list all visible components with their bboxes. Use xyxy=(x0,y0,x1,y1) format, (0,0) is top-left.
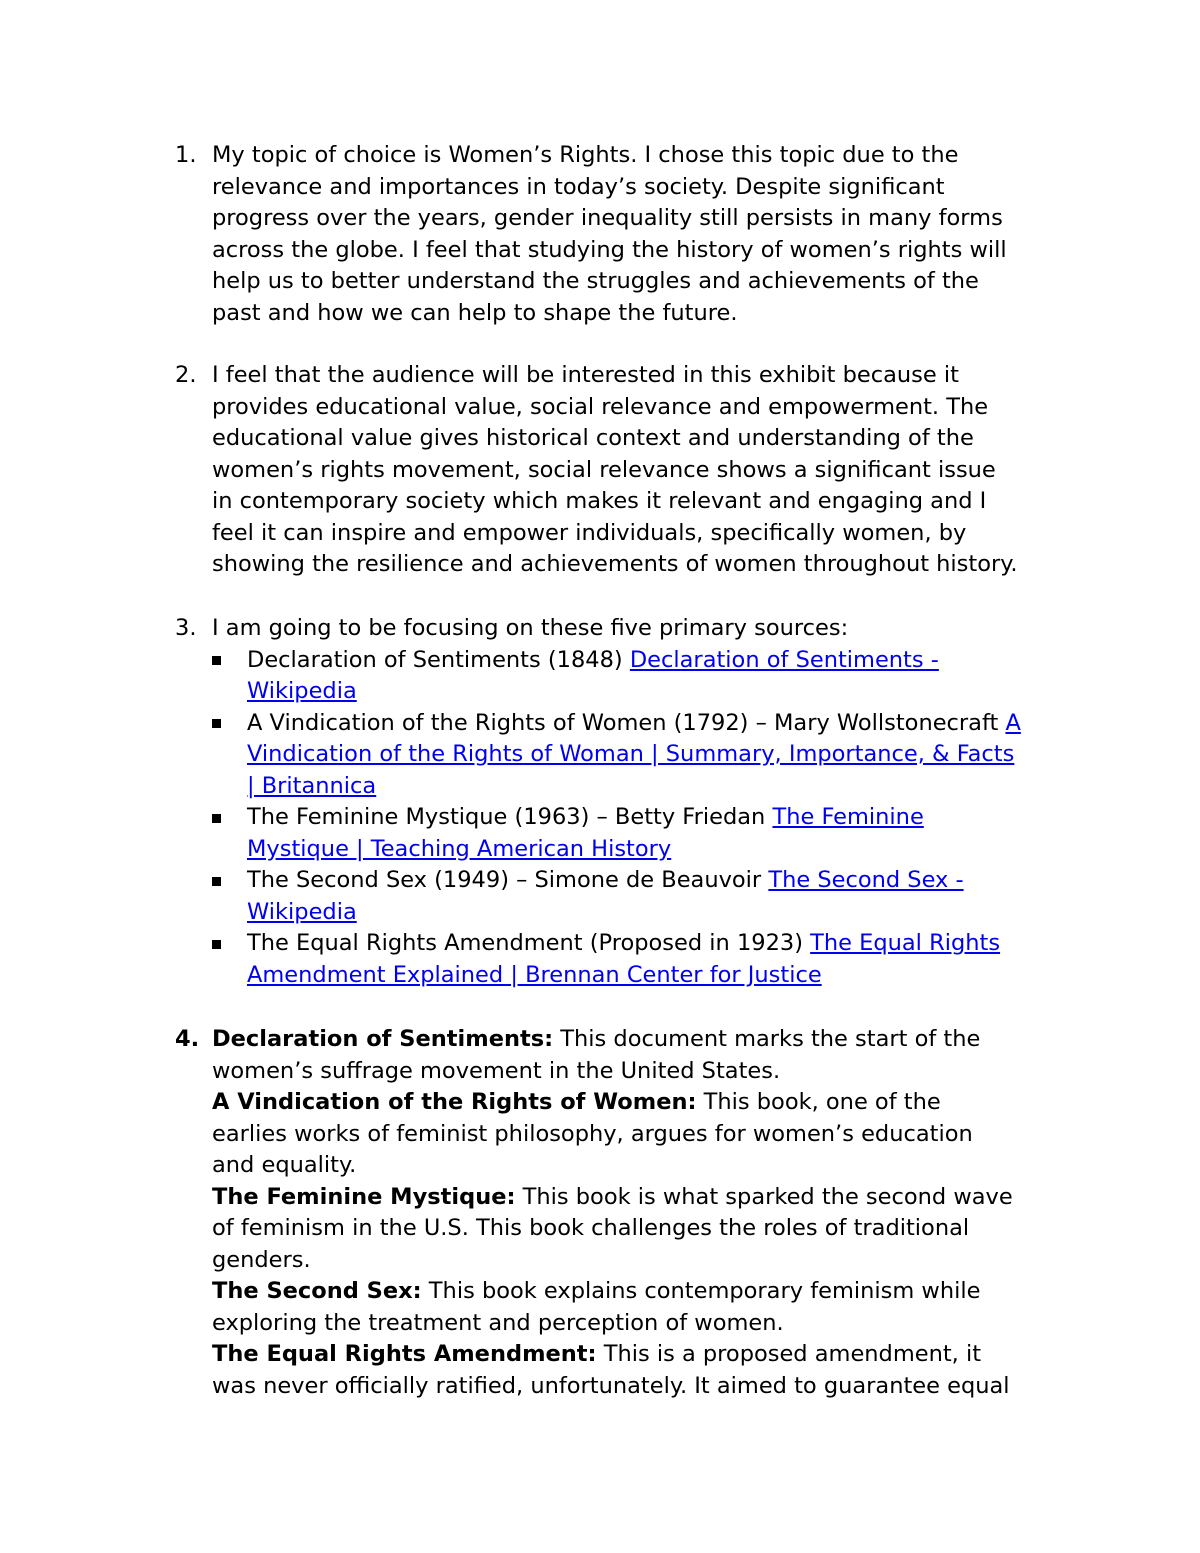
paragraph-line: I feel that the audience will be interested in this exhibit because it xyxy=(212,362,959,388)
square-bullet-icon xyxy=(212,877,221,886)
list-number: 3. xyxy=(175,615,197,641)
source-link[interactable]: Wikipedia xyxy=(247,898,357,925)
source-link[interactable]: The Equal Rights xyxy=(810,930,1001,956)
source-line xyxy=(247,897,357,929)
list-number: 1. xyxy=(175,142,197,168)
paragraph-line: past and how we can help to shape the future. xyxy=(212,299,738,326)
source-line xyxy=(247,708,1021,740)
sources-intro: I am going to be focusing on these five primary sources: xyxy=(212,615,849,641)
description-text: This book, one of the xyxy=(696,1089,941,1115)
source-line xyxy=(247,739,1014,771)
source-link[interactable]: Vindication of the Rights of Woman | Summary, Importance, & Facts xyxy=(247,741,1015,767)
source-link[interactable]: A xyxy=(1005,709,1021,736)
paragraph-line: progress over the years, gender inequality still persists in many forms xyxy=(212,205,1003,231)
source-line xyxy=(247,865,964,897)
source-line xyxy=(247,960,822,992)
source-title: The Second Sex (1949) – Simone de Beauvoir xyxy=(247,867,769,893)
paragraph-line: showing the resilience and achievements of women throughout history. xyxy=(212,551,1018,577)
source-link[interactable]: Amendment Explained | Brennan Center for Justice xyxy=(247,961,822,988)
paragraph-line: provides educational value, social relevance and empowerment. The xyxy=(212,393,989,420)
list-number: 2. xyxy=(175,362,197,388)
source-line xyxy=(247,802,924,834)
source-line xyxy=(247,928,1000,960)
paragraph-line: women’s rights movement, social relevance shows a significant issue xyxy=(212,456,996,483)
description-heading: The Second Sex: xyxy=(212,1278,422,1304)
description-line: and equality. xyxy=(212,1152,357,1178)
source-link[interactable]: | Britannica xyxy=(247,772,377,799)
source-link[interactable]: The Second Sex - xyxy=(768,867,964,893)
description-text: This is a proposed amendment, it xyxy=(596,1341,982,1367)
source-link[interactable]: Mystique | Teaching American History xyxy=(247,835,672,862)
description-heading: The Feminine Mystique: xyxy=(212,1183,516,1210)
source-line xyxy=(247,645,939,677)
source-title: The Feminine Mystique (1963) – Betty Friedan xyxy=(247,804,773,830)
paragraph-line: My topic of choice is Women’s Rights. I chose this topic due to the xyxy=(212,142,959,168)
description-line: earlies works of feminist philosophy, argues for women’s education xyxy=(212,1120,973,1147)
source-link[interactable]: Declaration of Sentiments - xyxy=(629,646,939,673)
description-line: exploring the treatment and perception of women. xyxy=(212,1309,784,1336)
square-bullet-icon xyxy=(212,719,221,728)
description-line: of feminism in the U.S. This book challenges the roles of traditional xyxy=(212,1215,970,1241)
square-bullet-icon xyxy=(212,656,221,665)
square-bullet-icon xyxy=(212,814,221,823)
paragraph-line: educational value gives historical context and understanding of the xyxy=(212,425,974,451)
paragraph-line: help us to better understand the struggles and achievements of the xyxy=(212,268,979,294)
source-line xyxy=(247,676,357,708)
source-line xyxy=(247,834,671,866)
source-line xyxy=(247,771,376,803)
list-number: 4. xyxy=(175,1026,200,1052)
description-line xyxy=(212,1024,980,1056)
description-line: women’s suffrage movement in the United States. xyxy=(212,1057,781,1084)
description-line: was never officially ratified, unfortunately. It aimed to guarantee equal xyxy=(212,1372,1010,1399)
source-link[interactable]: Wikipedia xyxy=(247,678,357,704)
description-line: genders. xyxy=(212,1246,311,1273)
square-bullet-icon xyxy=(212,940,221,949)
description-heading: The Equal Rights Amendment: xyxy=(212,1341,597,1367)
description-text: This book explains contemporary feminism while xyxy=(421,1278,981,1304)
paragraph-line: across the globe. I feel that studying the history of women’s rights will xyxy=(212,236,1007,263)
description-heading: A Vindication of the Rights of Women: xyxy=(212,1089,697,1115)
paragraph-line: feel it can inspire and empower individuals, specifically women, by xyxy=(212,519,967,546)
description-line xyxy=(212,1339,981,1371)
source-link[interactable]: The Feminine xyxy=(772,804,924,830)
source-title: The Equal Rights Amendment (Proposed in 1923) xyxy=(247,930,811,956)
source-title: A Vindication of the Rights of Women (1792) – Mary Wollstonecraft xyxy=(247,709,1006,736)
source-title: Declaration of Sentiments (1848) xyxy=(247,646,630,673)
paragraph-line: in contemporary society which makes it relevant and engaging and I xyxy=(212,488,987,514)
description-text: This book is what sparked the second wave xyxy=(515,1183,1013,1210)
description-line xyxy=(212,1276,980,1308)
paragraph-line: relevance and importances in today’s society. Despite significant xyxy=(212,173,945,200)
description-line xyxy=(212,1087,941,1119)
description-text: This document marks the start of the xyxy=(553,1026,981,1052)
description-line xyxy=(212,1182,1013,1214)
description-heading: Declaration of Sentiments: xyxy=(212,1026,554,1052)
